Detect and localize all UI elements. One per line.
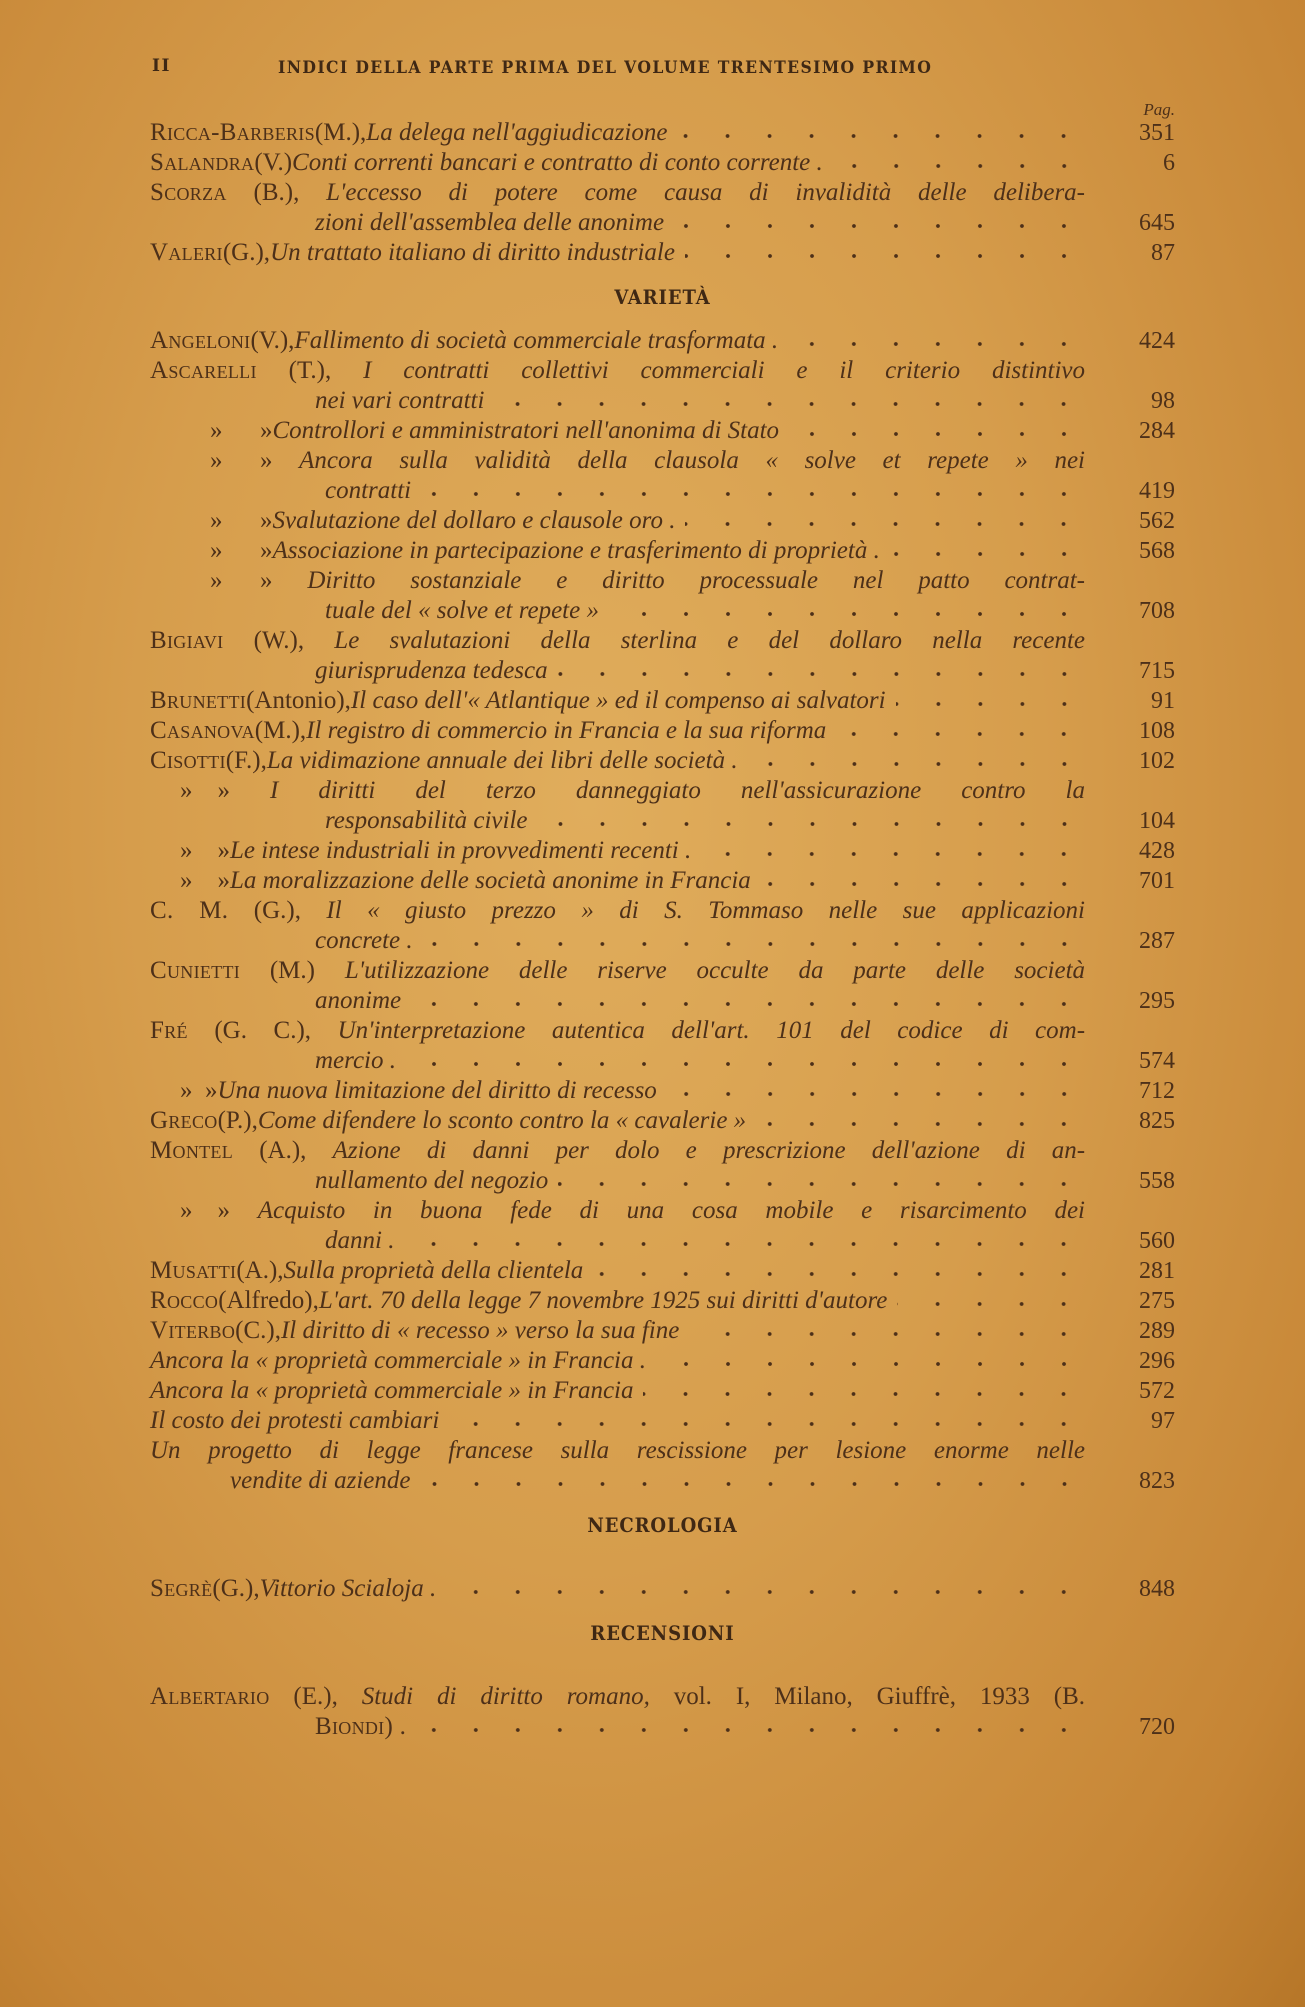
entry-text: [150, 1406, 1085, 1436]
index-entry-line: [150, 1376, 1175, 1406]
entry-author: Valeri: [150, 239, 223, 266]
dot-leader: [449, 1420, 1085, 1428]
entry-text: [325, 476, 1085, 506]
dot-leader: [674, 222, 1085, 230]
entry-title: La moralizzazione delle società anonime in Francia: [230, 867, 751, 894]
entry-author: Brunetti: [150, 687, 247, 714]
entry-page-number: 296: [1139, 1348, 1175, 1374]
dot-leader: [423, 940, 1085, 948]
index-entry-line: [150, 626, 1175, 656]
entry-text: [150, 1076, 1085, 1106]
entry-text: [150, 1574, 1085, 1604]
entry-text: [150, 1682, 1085, 1712]
index-entry-line: [150, 1226, 1175, 1256]
entry-text: [315, 656, 1085, 686]
entry-author-initials: (Antonio),: [246, 687, 351, 714]
entry-page-number: 284: [1139, 418, 1175, 444]
entry-text: [150, 626, 1085, 656]
entry-page-number: 287: [1139, 928, 1175, 954]
entry-page-number: 562: [1139, 508, 1175, 534]
dot-leader: [701, 850, 1085, 858]
index-entry-line: [150, 986, 1175, 1016]
dot-leader: [748, 760, 1085, 768]
entry-title: Fallimento di società commerciale trasformata .: [294, 327, 779, 354]
index-entry-line: [150, 566, 1175, 596]
index-entry-line: [150, 1316, 1175, 1346]
entry-author-initials: (C.),: [235, 1317, 281, 1344]
page-number-roman: II: [152, 56, 171, 76]
ditto-mark: » »: [210, 537, 273, 564]
ditto-mark: » »: [180, 837, 230, 864]
entry-page-number: 715: [1139, 658, 1175, 684]
dot-leader: [416, 1726, 1085, 1734]
entry-publication: vol. I, Milano, Giuffrè, 1933 (B.: [673, 1683, 1085, 1710]
entry-page-number: 289: [1139, 1318, 1175, 1344]
index-entry-line: [150, 746, 1175, 776]
entry-title: Il caso dell'« Atlantique » ed il compenso ai salvatori: [350, 687, 886, 714]
running-title: INDICI DELLA PARTE PRIMA DEL VOLUME TRENTESIMO PRIMO: [278, 58, 933, 78]
index-entry-line: [150, 1196, 1175, 1226]
entry-text: [150, 956, 1085, 986]
index-entry-line: [150, 1682, 1175, 1712]
entry-page-number: 419: [1139, 478, 1175, 504]
dot-leader: [494, 400, 1085, 408]
entry-author-initials: (F.),: [225, 747, 267, 774]
entry-page-number: 560: [1139, 1228, 1175, 1254]
dot-leader: [421, 1480, 1086, 1488]
entry-page-number: 848: [1139, 1576, 1175, 1602]
dot-leader: [609, 610, 1085, 618]
entry-title: I contratti collettivi commerciali e il criterio distintivo: [363, 357, 1085, 384]
index-entry-line: [150, 178, 1175, 208]
entry-title: La vidimazione annuale dei libri delle società .: [266, 747, 738, 774]
index-entry-line: [150, 416, 1175, 446]
entry-text: [150, 178, 1085, 208]
dot-leader: [558, 670, 1085, 678]
entry-author: Rocco: [150, 1287, 219, 1314]
entry-text: [150, 1106, 1085, 1136]
entry-text: [150, 118, 1085, 148]
entry-page-number: 701: [1139, 868, 1175, 894]
entry-page-number: 712: [1139, 1078, 1175, 1104]
index-entry-line: [150, 238, 1175, 268]
entry-author: Viterbo: [150, 1317, 236, 1344]
entry-text: [315, 1046, 1085, 1076]
entry-text: [150, 1196, 1085, 1226]
dot-leader: [685, 252, 1085, 260]
spacer: [150, 1662, 1175, 1682]
entry-title: Un trattato italiano di diritto industriale: [270, 239, 675, 266]
dot-leader: [689, 1330, 1085, 1338]
entry-title: Azione di danni per dolo e prescrizione dell'azione di an-: [332, 1137, 1085, 1164]
entry-text: [150, 1436, 1085, 1466]
entry-title: Il registro di commercio in Francia e la sua riforma: [306, 717, 827, 744]
section-heading: RECENSIONI: [590, 1621, 735, 1645]
entry-author: Segrè: [150, 1575, 213, 1602]
entry-text: [150, 716, 1085, 746]
section-heading: NECROLOGIA: [587, 1513, 738, 1537]
entry-text: [150, 746, 1085, 776]
entry-author-initials: (M.),: [314, 119, 367, 146]
entry-text: [150, 896, 1085, 926]
entry-title: vendite di aziende: [230, 1467, 411, 1494]
entry-text: [150, 1136, 1085, 1166]
entry-page-number: 97: [1151, 1408, 1175, 1434]
entry-author: Bigiavi: [150, 627, 224, 654]
entry-author: Greco: [150, 1107, 218, 1134]
index-entry-line: [150, 896, 1175, 926]
entry-title: mercio .: [315, 1047, 396, 1074]
entry-title: L'utilizzazione delle riserve occulte da parte delle società: [344, 957, 1085, 984]
entry-author-initials: (G. C.),: [214, 1017, 312, 1044]
entry-title: La delega nell'aggiudicazione: [366, 119, 668, 146]
dot-leader: [685, 520, 1085, 528]
entry-text: [150, 1316, 1085, 1346]
entry-title: Un'interpretazione autentica dell'art. 101 del codice di com-: [337, 1017, 1085, 1044]
entry-text: [325, 596, 1085, 626]
entry-title: danni .: [325, 1227, 395, 1254]
dot-leader: [833, 162, 1085, 170]
entry-text: [150, 416, 1085, 446]
entry-title: responsabilità civile: [325, 807, 528, 834]
entry-page-number: 295: [1139, 988, 1175, 1014]
entry-page-number: 708: [1139, 598, 1175, 624]
entry-author-initials: (G.),: [253, 897, 301, 924]
entry-text: [150, 446, 1085, 476]
dot-leader: [896, 700, 1085, 708]
entry-author: Musatti: [150, 1257, 237, 1284]
entry-title: I diritti del terzo danneggiato nell'assicurazione contro la: [270, 777, 1085, 804]
dot-leader: [656, 1360, 1085, 1368]
entry-text: [315, 386, 1085, 416]
index-entry-line: [150, 1466, 1175, 1496]
entry-page-number: 108: [1139, 718, 1175, 744]
entry-page-number: 102: [1139, 748, 1175, 774]
entry-title: Diritto sostanziale e diritto processuale nel patto contrat-: [307, 567, 1085, 594]
index-entry-line: [150, 208, 1175, 238]
entry-title: anonime: [315, 987, 402, 1014]
index-entry-line: [150, 118, 1175, 148]
entry-page-number: 568: [1139, 538, 1175, 564]
entry-page-number: 275: [1139, 1288, 1175, 1314]
index-entry-line: [150, 536, 1175, 566]
dot-leader: [446, 1588, 1085, 1596]
entry-text: [150, 238, 1085, 268]
entry-author: Cisotti: [150, 747, 226, 774]
entry-page-number: 351: [1139, 120, 1175, 146]
dot-leader: [897, 1300, 1085, 1308]
index-entry-line: [150, 326, 1175, 356]
entry-author-initials: (G.),: [222, 239, 271, 266]
entry-title: Acquisto in buona fede di una cosa mobile e risarcimento dei: [257, 1197, 1085, 1224]
entry-page-number: 720: [1139, 1714, 1175, 1740]
entry-title: contratti: [325, 477, 412, 504]
entry-title: Ancora la « proprietà commerciale » in Francia: [150, 1377, 634, 1404]
pag-label: Pag.: [1143, 100, 1175, 119]
entry-title: Il « giusto prezzo » di S. Tommaso nelle sue applicazioni: [326, 897, 1085, 924]
section-heading: VARIETÀ: [614, 285, 711, 309]
index-entry-line: [150, 866, 1175, 896]
dot-leader: [558, 1180, 1085, 1188]
entry-title: Ancora sulla validità della clausola « solve et repete » nei: [299, 447, 1085, 474]
running-header: [150, 56, 1150, 86]
dot-leader: [411, 1000, 1085, 1008]
entry-text: [150, 1256, 1085, 1286]
entry-author: Fré: [150, 1017, 188, 1044]
ditto-mark: » »: [180, 1197, 230, 1224]
entry-author-initials: (T.),: [288, 357, 332, 384]
entry-title: Conti correnti bancari e contratto di conto corrente .: [292, 149, 823, 176]
index-entry-line: [150, 836, 1175, 866]
entry-page-number: 104: [1139, 808, 1175, 834]
entry-text: [150, 866, 1085, 896]
entry-author: Ascarelli: [150, 357, 257, 384]
entry-text: [150, 1346, 1085, 1376]
entry-page-number: 825: [1139, 1108, 1175, 1134]
entry-text: [150, 1016, 1085, 1046]
entry-author-initials: (V.): [254, 149, 293, 176]
entry-author: Albertario: [150, 1683, 270, 1710]
entry-text: [315, 208, 1085, 238]
entry-page-number: 98: [1151, 388, 1175, 414]
index-entry-line: [150, 1286, 1175, 1316]
index-entry-line: [150, 1076, 1175, 1106]
entry-title: L'eccesso di potere come causa di invalidità delle delibera-: [326, 179, 1085, 206]
entry-title: giurisprudenza tedesca: [315, 657, 548, 684]
index-entry-line: [150, 1046, 1175, 1076]
entry-author-initials: (Alfredo),: [218, 1287, 319, 1314]
index-entry-line: [150, 1346, 1175, 1376]
dot-leader: [404, 1240, 1085, 1248]
entry-author-initials: (M.),: [254, 717, 307, 744]
index-entry-line: [150, 356, 1175, 386]
index-entry-line: [150, 1166, 1175, 1196]
entry-text: [150, 776, 1085, 806]
entry-title: Ancora la « proprietà commerciale » in Francia .: [150, 1347, 646, 1374]
entry-page-number: 87: [1151, 240, 1175, 266]
entry-author-initials: (W.),: [253, 627, 305, 654]
index-entry-line: [150, 1712, 1175, 1742]
entry-author-initials: (G.),: [212, 1575, 260, 1602]
ditto-mark: » »: [180, 777, 230, 804]
entry-author: C. M.: [150, 897, 229, 924]
entry-title: Il diritto di « recesso » verso la sua fine: [280, 1317, 680, 1344]
index-entry-line: [150, 686, 1175, 716]
ditto-mark: » »: [210, 447, 273, 474]
index-entry-line: [150, 476, 1175, 506]
entry-author: Cunietti: [150, 957, 241, 984]
entry-author: Ricca-Barberis: [150, 119, 315, 146]
index-entry-line: [150, 386, 1175, 416]
entry-title: Le intese industriali in provvedimenti recenti .: [230, 837, 692, 864]
dot-leader: [421, 490, 1085, 498]
entry-title: L'art. 70 della legge 7 novembre 1925 sui diritti d'autore: [318, 1287, 888, 1314]
entry-title: Studi di diritto romano,: [361, 1683, 650, 1710]
entry-title: Associazione in partecipazione e trasferimento di proprietà .: [272, 537, 880, 564]
index-entry-line: [150, 956, 1175, 986]
entry-page-number: 281: [1139, 1258, 1175, 1284]
entry-page-number: 91: [1151, 688, 1175, 714]
ditto-mark: » »: [210, 507, 273, 534]
dot-leader: [406, 1060, 1085, 1068]
entry-text: [150, 148, 1085, 178]
index-entry-line: [150, 1574, 1175, 1604]
ditto-mark: » »: [210, 567, 273, 594]
index-entry-line: [150, 926, 1175, 956]
ditto-mark: » »: [210, 417, 273, 444]
entry-reviewer: Biondi) .: [315, 1713, 407, 1740]
entry-text: [230, 1466, 1085, 1496]
dot-leader: [677, 132, 1085, 140]
index-entry-line: [150, 1016, 1175, 1046]
index-entry-line: [150, 1256, 1175, 1286]
entry-author-initials: (B.),: [253, 179, 300, 206]
dot-leader: [789, 430, 1085, 438]
entry-title: Il costo dei protesti cambiari: [150, 1407, 440, 1434]
entry-page-number: 558: [1139, 1168, 1175, 1194]
dot-leader: [756, 1120, 1085, 1128]
dot-leader: [538, 820, 1085, 828]
entry-text: [325, 806, 1085, 836]
index-entry-line: [150, 506, 1175, 536]
entry-page-number: 428: [1139, 838, 1175, 864]
dot-leader: [890, 550, 1085, 558]
entry-author: Salandra: [150, 149, 255, 176]
entry-text: [150, 1376, 1085, 1406]
entry-text: [150, 506, 1085, 536]
entry-title: nullamento del negozio: [315, 1167, 549, 1194]
entry-author-initials: (A.),: [259, 1137, 307, 1164]
entry-title: Un progetto di legge francese sulla rescissione per lesione enorme nelle: [150, 1437, 1085, 1464]
entry-text: [150, 566, 1085, 596]
entry-text: [150, 536, 1085, 566]
entry-title: Vittorio Scialoja .: [259, 1575, 437, 1602]
index-entry-line: [150, 1406, 1175, 1436]
index-list: [150, 118, 1175, 1742]
entry-author-initials: (M.): [269, 957, 315, 984]
entry-text: [150, 1286, 1085, 1316]
entry-text: [150, 326, 1085, 356]
entry-page-number: 424: [1139, 328, 1175, 354]
dot-leader: [761, 880, 1085, 888]
index-entry-line: [150, 446, 1175, 476]
ditto-mark: » »: [180, 1077, 218, 1104]
entry-page-number: 6: [1163, 150, 1175, 176]
entry-author: Angeloni: [150, 327, 251, 354]
entry-title: Le svalutazioni della sterlina e del dollaro nella recente: [334, 627, 1085, 654]
entry-title: concrete .: [315, 927, 413, 954]
entry-text: [315, 926, 1085, 956]
entry-title: Una nuova limitazione del diritto di recesso: [217, 1077, 657, 1104]
entry-title: tuale del « solve et repete »: [325, 597, 599, 624]
entry-title: zioni dell'assemblea delle anonime: [315, 209, 665, 236]
index-entry-line: [150, 1436, 1175, 1466]
entry-title: Sulla proprietà della clientela: [283, 1257, 584, 1284]
ditto-mark: » »: [180, 867, 230, 894]
entry-text: [315, 1712, 1085, 1742]
dot-leader: [643, 1390, 1085, 1398]
index-entry-line: [150, 596, 1175, 626]
entry-page-number: 823: [1139, 1468, 1175, 1494]
index-entry-line: [150, 148, 1175, 178]
entry-author-initials: (E.),: [293, 1683, 338, 1710]
entry-page-number: 645: [1139, 210, 1175, 236]
dot-leader: [788, 340, 1085, 348]
entry-page-number: 572: [1139, 1378, 1175, 1404]
index-entry-line: [150, 1106, 1175, 1136]
index-entry-line: [150, 806, 1175, 836]
entry-author: Montel: [150, 1137, 234, 1164]
entry-title: Controllori e amministratori nell'anonima di Stato: [272, 417, 780, 444]
entry-author-initials: (P.),: [217, 1107, 258, 1134]
entry-text: [315, 1166, 1085, 1196]
entry-title: Come difendere lo sconto contro la « cavalerie »: [257, 1107, 747, 1134]
entry-text: [150, 836, 1085, 866]
entry-text: [150, 356, 1085, 386]
dot-leader: [836, 730, 1085, 738]
index-entry-line: [150, 776, 1175, 806]
entry-author: Casanova: [150, 717, 255, 744]
entry-text: [325, 1226, 1085, 1256]
entry-title: nei vari contratti: [315, 387, 485, 414]
entry-text: [315, 986, 1085, 1016]
index-entry-line: [150, 716, 1175, 746]
dot-leader: [593, 1270, 1085, 1278]
spacer: [150, 1554, 1175, 1574]
dot-leader: [667, 1090, 1085, 1098]
entry-title: Svalutazione del dollaro e clausole oro .: [272, 507, 676, 534]
entry-author-initials: (A.),: [236, 1257, 284, 1284]
entry-text: [150, 686, 1085, 716]
entry-author: Scorza: [150, 179, 227, 206]
index-entry-line: [150, 1136, 1175, 1166]
entry-author-initials: (V.),: [250, 327, 295, 354]
entry-page-number: 574: [1139, 1048, 1175, 1074]
index-entry-line: [150, 656, 1175, 686]
